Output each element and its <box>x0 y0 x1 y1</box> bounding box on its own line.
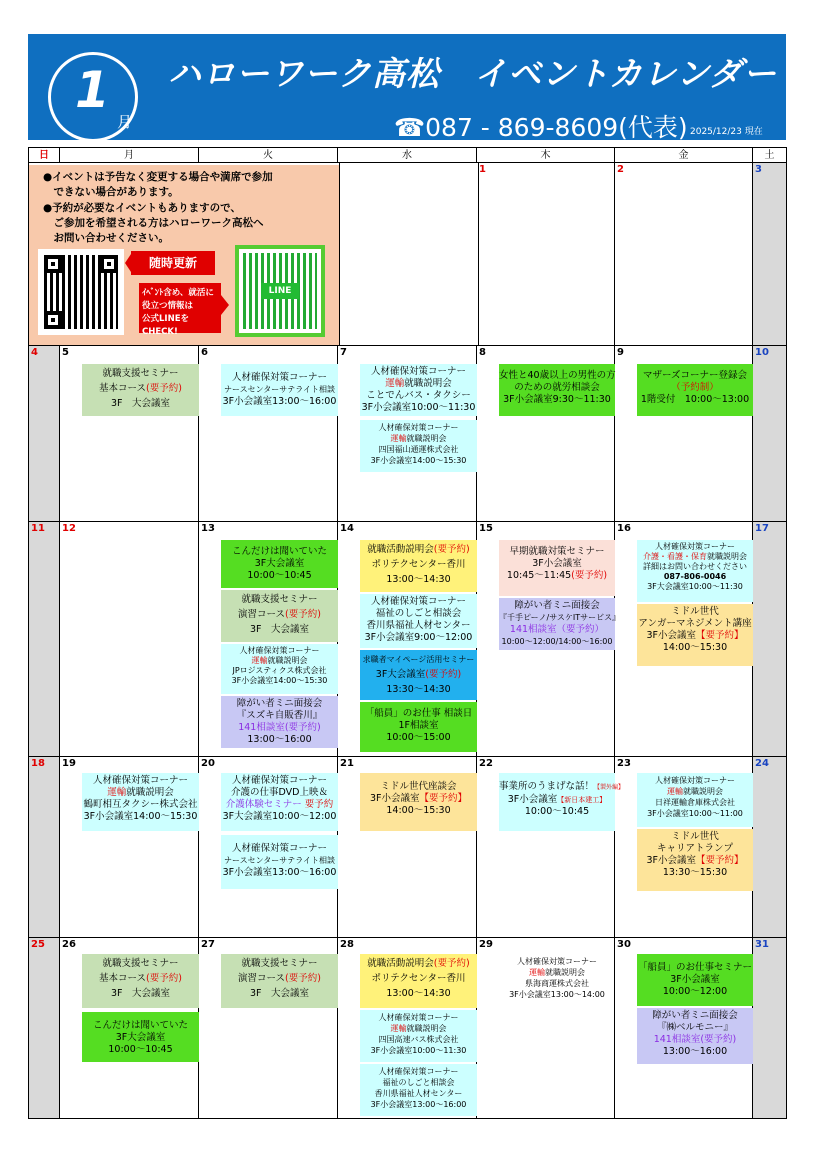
event-card[interactable] <box>360 773 477 831</box>
day-number: 7 <box>340 347 347 358</box>
event-card[interactable] <box>360 540 477 592</box>
event-line: 3F小会議室9:30～11:30 <box>503 394 611 405</box>
weekday-tue: 火 <box>199 147 338 163</box>
line-logo-icon: LINE <box>261 283 299 299</box>
page-title: ハローワーク高松 イベントカレンダー <box>168 54 777 93</box>
event-card[interactable] <box>637 954 753 1006</box>
event-card[interactable] <box>499 773 625 831</box>
event-line: ミドル世代 <box>671 831 719 842</box>
event-line: マザーズコーナー登録会 <box>642 370 748 381</box>
day-cell <box>199 757 338 938</box>
event-line: 10:00～10:45 <box>247 570 312 581</box>
event-text: 運輸 <box>390 434 407 443</box>
day-number: 18 <box>31 758 45 769</box>
event-text: 運輸 <box>107 787 127 798</box>
event-line: 障がい者ミニ面接会 <box>514 600 600 611</box>
event-card[interactable] <box>637 540 753 602</box>
event-line: 人材確保対策コーナー <box>655 542 735 551</box>
event-text: 就職説明会 <box>707 552 747 561</box>
event-card[interactable] <box>221 696 338 748</box>
event-reserve: (要予約) <box>285 609 321 620</box>
event-line: ポリテクセンター香川 <box>371 559 466 570</box>
day-cell <box>60 757 199 938</box>
event-text: 基本コース <box>99 383 147 394</box>
event-line: 3F小会議室10:00～11:30 <box>361 402 476 413</box>
event-line: 10:00～10:45 <box>108 1044 173 1055</box>
event-line: ナースセンターサテライト相談 <box>223 385 336 394</box>
event-line: 3F 大会議室 <box>110 398 170 409</box>
event-line <box>360 433 477 444</box>
event-text: 事業所のうまげな話！ <box>499 781 595 792</box>
event-reserve: 【要予約】 <box>696 855 744 866</box>
event-line: 四国福山通運株式会社 <box>378 445 459 454</box>
day-cell <box>477 163 615 346</box>
event-line: 人材確保対策コーナー <box>231 372 327 383</box>
event-text: 運輸 <box>251 656 268 665</box>
day-cell <box>28 938 60 1119</box>
event-line: ことでんバス・タクシー <box>366 390 471 401</box>
event-calendar <box>28 147 788 1119</box>
event-line: 3F大会議室 <box>115 1032 166 1043</box>
day-number: 27 <box>201 939 215 950</box>
weekday-mon: 月 <box>60 147 199 163</box>
day-number: 3 <box>755 164 762 175</box>
month-badge <box>48 52 138 142</box>
weekday-wed: 水 <box>338 147 477 163</box>
event-text: 3F大会議室 <box>375 669 426 680</box>
event-card[interactable] <box>221 954 338 1008</box>
event-reserve: (要予約) <box>433 544 470 555</box>
event-line: 人材確保対策コーナー <box>517 957 597 966</box>
event-card[interactable] <box>499 540 615 596</box>
qr-finder-icon <box>44 311 62 329</box>
event-text: 【製外編】 <box>594 784 625 791</box>
event-card[interactable] <box>360 1010 477 1062</box>
line-info-box <box>139 283 221 337</box>
event-line: 14:00～15:30 <box>386 805 451 816</box>
event-card[interactable] <box>360 650 477 700</box>
event-line: 人材確保対策コーナー <box>378 423 459 432</box>
day-cell <box>477 938 615 1119</box>
event-reserve: 要予約 <box>304 799 334 810</box>
event-text: 運輸 <box>390 1024 407 1033</box>
event-reserve: (要予約) <box>146 383 182 394</box>
weekday-fri: 金 <box>615 147 753 163</box>
event-line: 141相談室(要予約) <box>653 1034 737 1045</box>
event-line: 日祥運輸倉庫株式会社 <box>655 798 735 807</box>
event-card[interactable] <box>221 590 338 642</box>
event-line: 人材確保対策コーナー <box>378 1067 459 1076</box>
event-line: 3F小会議室 <box>670 974 720 985</box>
day-number: 5 <box>62 347 69 358</box>
day-cell <box>615 522 753 757</box>
day-number: 8 <box>479 347 486 358</box>
day-cell <box>615 757 753 938</box>
event-line <box>499 794 615 806</box>
event-line <box>82 381 199 396</box>
event-line: 1F相談室 <box>398 720 439 731</box>
month-unit: 月 <box>117 113 133 131</box>
event-line: 人材確保対策コーナー <box>92 775 188 786</box>
event-card[interactable] <box>221 773 338 831</box>
day-number: 1 <box>479 164 486 175</box>
event-line: 女性と40歳以上の男性の方 <box>499 370 616 381</box>
event-line: 『千手ピーノ/サスケITサービス』 <box>499 613 621 622</box>
event-line: 3F 大会議室 <box>249 988 309 999</box>
event-line: 鶴町相互タクシー株式会社 <box>83 799 198 810</box>
event-line: 3F小会議室 <box>532 558 582 569</box>
day-cell <box>199 346 338 522</box>
event-line <box>360 667 477 682</box>
event-line: 13:00～14:30 <box>386 574 451 585</box>
event-line: 人材確保対策コーナー <box>655 776 735 785</box>
event-text: 就職説明会 <box>406 434 447 443</box>
weekday-sun: 日 <box>28 147 60 163</box>
day-number: 2 <box>617 164 624 175</box>
event-line <box>637 630 753 642</box>
event-line: ポリテクセンター香川 <box>371 973 466 984</box>
day-number: 26 <box>62 939 76 950</box>
qr-code-website[interactable] <box>38 249 124 335</box>
day-number: 13 <box>201 523 215 534</box>
event-line: 人材確保対策コーナー <box>370 596 466 607</box>
event-line: 3F小会議室9:00～12:00 <box>364 632 473 643</box>
event-line: 141相談室（要予約） <box>509 624 605 635</box>
event-line <box>360 1023 477 1034</box>
day-number: 4 <box>31 347 38 358</box>
month-number: 1 <box>75 61 110 119</box>
week-row <box>28 938 788 1119</box>
event-line: 3F小会議室14:00～15:30 <box>370 456 467 465</box>
event-text: 就職活動説明会 <box>367 958 434 969</box>
event-line: 香川県福祉人材センター <box>366 620 471 631</box>
event-line <box>82 787 199 799</box>
event-text: 3F小会議室 <box>646 855 696 866</box>
event-line: JPロジスティクス株式会社 <box>232 666 327 675</box>
event-line: のための就労相談会 <box>514 382 600 393</box>
event-card[interactable] <box>499 954 615 1008</box>
event-line: ミドル世代座談会 <box>380 781 457 792</box>
event-text: 【新日本建工】 <box>557 796 607 804</box>
event-line: 香川県福祉人材センター <box>374 1089 463 1098</box>
event-line: 3F大会議室10:00～11:30 <box>647 582 743 591</box>
day-cell <box>338 938 477 1119</box>
day-cell <box>28 522 60 757</box>
weekday-sat: 土 <box>753 147 787 163</box>
event-line <box>637 786 753 797</box>
event-reserve: (要予約) <box>285 973 321 984</box>
event-card[interactable] <box>360 954 477 1008</box>
event-text: 運輸 <box>667 787 683 796</box>
event-line <box>360 793 477 805</box>
line-info-text: ｲﾍﾞﾝﾄ含め、就活に <box>142 288 214 298</box>
event-line: 就職支援セミナー <box>241 958 318 969</box>
event-card[interactable] <box>499 364 615 416</box>
event-line <box>360 542 477 557</box>
day-cell <box>338 346 477 522</box>
day-number: 20 <box>201 758 215 769</box>
day-number: 22 <box>479 758 493 769</box>
day-number: 16 <box>617 523 631 534</box>
event-line: 『㈱ベルモニー』 <box>656 1022 733 1033</box>
event-line: 10:00～12:00/14:00～16:00 <box>501 637 613 646</box>
event-text: 就職説明会 <box>545 968 585 977</box>
week-row <box>28 522 788 757</box>
event-line: 詳細はお問い合わせください <box>643 562 747 571</box>
event-reserve: 【要予約】 <box>419 793 468 804</box>
day-cell <box>615 346 753 522</box>
day-cell <box>753 938 787 1119</box>
event-reserve: 【要予約】 <box>696 630 744 641</box>
line-info-text: 役立つ情報は <box>142 301 194 311</box>
qr-finder-icon <box>44 255 62 273</box>
event-text: 3F小会議室 <box>646 630 696 641</box>
event-line: 3F小会議室13:00～16:00 <box>222 396 337 407</box>
event-card[interactable] <box>82 364 199 416</box>
event-line: 10:00～10:45 <box>524 806 590 817</box>
event-line: 福祉のしごと相談会 <box>375 608 462 619</box>
page-header <box>28 34 786 140</box>
event-line: 障がい者ミニ面接会 <box>236 698 323 709</box>
event-line: 人材確保対策コーナー <box>231 843 327 854</box>
event-line <box>637 552 753 562</box>
event-line <box>360 956 477 971</box>
day-number: 14 <box>340 523 354 534</box>
day-cell <box>753 757 787 938</box>
day-cell <box>60 346 199 522</box>
as-of-date: 2025/12/23 現在 <box>690 127 763 137</box>
event-reserve: (要予約) <box>425 669 462 680</box>
event-line: 四国高速バス株式会社 <box>378 1035 459 1044</box>
day-number: 23 <box>617 758 631 769</box>
notice-line: ●イベントは予告なく変更する場合や満席で参加 <box>43 171 273 183</box>
qr-code-line[interactable] <box>235 245 325 337</box>
line-info-text: 公式LINEをCHECK! <box>142 314 189 337</box>
event-card[interactable] <box>637 364 753 416</box>
event-text: 10:45～11:45 <box>506 570 572 581</box>
day-cell <box>340 163 479 346</box>
event-reserve: (要予約) <box>146 973 182 984</box>
notice-line: できない場合があります。 <box>43 186 179 198</box>
event-line: 14:00～15:30 <box>662 642 728 653</box>
phone-number[interactable]: ☎087 - 869-8609(代表) <box>394 113 688 142</box>
day-number: 15 <box>479 523 493 534</box>
event-line: アンガーマネジメント講座 <box>638 618 752 629</box>
event-line <box>221 607 338 622</box>
event-line: 『スズキ自販香川』 <box>236 710 323 721</box>
event-text: 運輸 <box>529 968 545 977</box>
event-line: 福祉のしごと相談会 <box>382 1078 455 1087</box>
day-cell <box>753 163 787 346</box>
day-number: 10 <box>755 347 769 358</box>
day-number: 12 <box>62 523 76 534</box>
event-line: 1階受付 10:00～13:00 <box>640 394 750 405</box>
event-reserve: (要予約) <box>433 958 470 969</box>
event-line: 「船員」のお仕事セミナー <box>637 962 752 973</box>
qr-finder-icon <box>100 255 118 273</box>
day-number: 25 <box>31 939 45 950</box>
day-number: 6 <box>201 347 208 358</box>
event-line <box>221 971 338 986</box>
event-text: 就職説明会 <box>126 787 174 798</box>
event-line: 3F大会議室 <box>254 558 305 569</box>
event-card[interactable] <box>221 540 338 588</box>
event-line: 13:00～16:00 <box>662 1046 728 1057</box>
event-card[interactable] <box>82 773 199 831</box>
event-line: 3F 大会議室 <box>110 988 170 999</box>
event-line: 087-806-0046 <box>663 572 727 581</box>
event-text: 就職説明会 <box>267 656 308 665</box>
day-cell <box>28 346 60 522</box>
event-reserve: (要予約) <box>571 570 608 581</box>
day-cell <box>338 757 477 938</box>
day-cell <box>60 522 199 757</box>
event-line: 3F小会議室14:00～15:30 <box>231 676 328 685</box>
event-line: 人材確保対策コーナー <box>231 775 327 786</box>
event-text: 演習コース <box>238 973 286 984</box>
day-cell <box>753 346 787 522</box>
event-line: ナースセンターサテライト相談 <box>223 856 336 865</box>
event-line: 県海商運株式会社 <box>525 979 589 988</box>
event-line: 就職支援セミナー <box>102 368 179 379</box>
event-line <box>221 799 338 811</box>
event-card[interactable] <box>360 364 477 416</box>
event-text: 3F小会議室 <box>507 794 558 805</box>
event-card[interactable] <box>360 702 477 752</box>
event-line: ミドル世代 <box>671 606 719 617</box>
event-text: 就職説明会 <box>683 787 723 796</box>
day-number: 17 <box>755 523 769 534</box>
event-line: 13:30～14:30 <box>386 684 451 695</box>
event-line <box>637 855 753 867</box>
notice-panel <box>29 165 339 345</box>
event-line: 13:30～15:30 <box>662 867 728 878</box>
week-row <box>28 346 788 522</box>
event-line: （予約制） <box>671 382 719 393</box>
event-line: 3F大会議室10:00～12:00 <box>222 811 337 822</box>
notice-line: お問い合わせください。 <box>43 232 169 244</box>
event-line <box>82 971 199 986</box>
day-cell <box>199 938 338 1119</box>
event-card[interactable] <box>360 1064 477 1116</box>
event-text: 運輸 <box>385 378 405 389</box>
event-line <box>360 378 477 390</box>
notice-line: ●予約が必要なイベントもありますので、 <box>43 202 241 214</box>
event-line: こんだけは聞いていた <box>92 1020 188 1031</box>
event-line: こんだけは聞いていた <box>231 546 327 557</box>
event-card[interactable] <box>82 1012 199 1062</box>
arrow-right-icon <box>221 295 229 315</box>
event-card[interactable] <box>82 954 199 1008</box>
event-line: 141相談室(要予約) <box>238 722 321 733</box>
event-text: 就職説明会 <box>404 378 452 389</box>
event-line: 10:00～12:00 <box>662 986 728 997</box>
day-number: 11 <box>31 523 45 534</box>
day-number: 21 <box>340 758 354 769</box>
event-text: 就職説明会 <box>406 1024 447 1033</box>
event-line: 3F小会議室10:00～11:00 <box>647 809 743 818</box>
day-number: 9 <box>617 347 624 358</box>
event-line: 人材確保対策コーナー <box>239 646 320 655</box>
event-line: 就職支援セミナー <box>241 594 318 605</box>
event-line: 10:00～15:00 <box>386 732 451 743</box>
event-line: 13:00～14:30 <box>386 988 451 999</box>
event-line <box>499 967 615 978</box>
event-line <box>221 656 338 666</box>
day-number: 30 <box>617 939 631 950</box>
event-line: 早期就職対策セミナー <box>509 546 605 557</box>
event-text: 演習コース <box>238 609 286 620</box>
week-row <box>28 757 788 938</box>
event-card[interactable] <box>499 598 621 650</box>
event-card[interactable] <box>360 594 477 648</box>
event-line <box>499 781 625 794</box>
event-card[interactable] <box>221 835 338 889</box>
day-cell <box>28 757 60 938</box>
event-card[interactable] <box>637 1008 753 1064</box>
event-line: 介護の仕事DVD上映＆ <box>231 787 328 798</box>
event-line: 3F 大会議室 <box>249 624 309 635</box>
event-text: 介護・看護・保育 <box>643 552 707 561</box>
day-cell <box>753 522 787 757</box>
weekday-thu: 木 <box>477 147 615 163</box>
update-label: 随時更新 <box>131 251 215 275</box>
day-cell <box>615 163 753 346</box>
event-card[interactable] <box>637 773 753 827</box>
day-cell <box>477 346 615 522</box>
event-line: キャリアトランプ <box>656 843 733 854</box>
event-card[interactable] <box>221 644 338 694</box>
event-card[interactable] <box>221 364 338 416</box>
event-card[interactable] <box>637 829 753 891</box>
day-number: 24 <box>755 758 769 769</box>
event-text: 基本コース <box>99 973 147 984</box>
day-number: 28 <box>340 939 354 950</box>
event-line: 求職者マイページ活用セミナー <box>362 655 475 664</box>
event-line: 就職支援セミナー <box>102 958 179 969</box>
day-number: 29 <box>479 939 493 950</box>
arrow-left-icon <box>125 251 133 275</box>
event-line: 3F小会議室10:00～11:30 <box>370 1046 467 1055</box>
event-line: 3F小会議室13:00～14:00 <box>509 990 605 999</box>
event-line: 3F小会議室13:00～16:00 <box>370 1100 467 1109</box>
event-line <box>499 570 615 582</box>
event-line: 人材確保対策コーナー <box>378 1013 459 1022</box>
event-card[interactable] <box>360 420 477 472</box>
day-cell <box>338 522 477 757</box>
day-cell <box>615 938 753 1119</box>
event-line: 人材確保対策コーナー <box>370 366 466 377</box>
event-line: 3F小会議室14:00～15:30 <box>83 811 198 822</box>
event-line: 「船員」のお仕事 相談日 <box>364 708 473 719</box>
day-number: 19 <box>62 758 76 769</box>
day-number: 31 <box>755 939 769 950</box>
event-text: 就職活動説明会 <box>367 544 434 555</box>
event-line: 障がい者ミニ面接会 <box>652 1010 738 1021</box>
day-cell <box>60 938 199 1119</box>
event-card[interactable] <box>637 604 753 666</box>
event-text: 3F小会議室 <box>369 793 420 804</box>
day-cell <box>477 522 621 757</box>
day-cell <box>199 522 338 757</box>
event-line: 13:00～16:00 <box>247 734 312 745</box>
event-text: 介護体験セミナー <box>225 799 302 810</box>
notice-line: ご参加を希望される方はハローワーク高松へ <box>43 217 264 229</box>
event-line: 3F小会議室13:00～16:00 <box>222 867 337 878</box>
